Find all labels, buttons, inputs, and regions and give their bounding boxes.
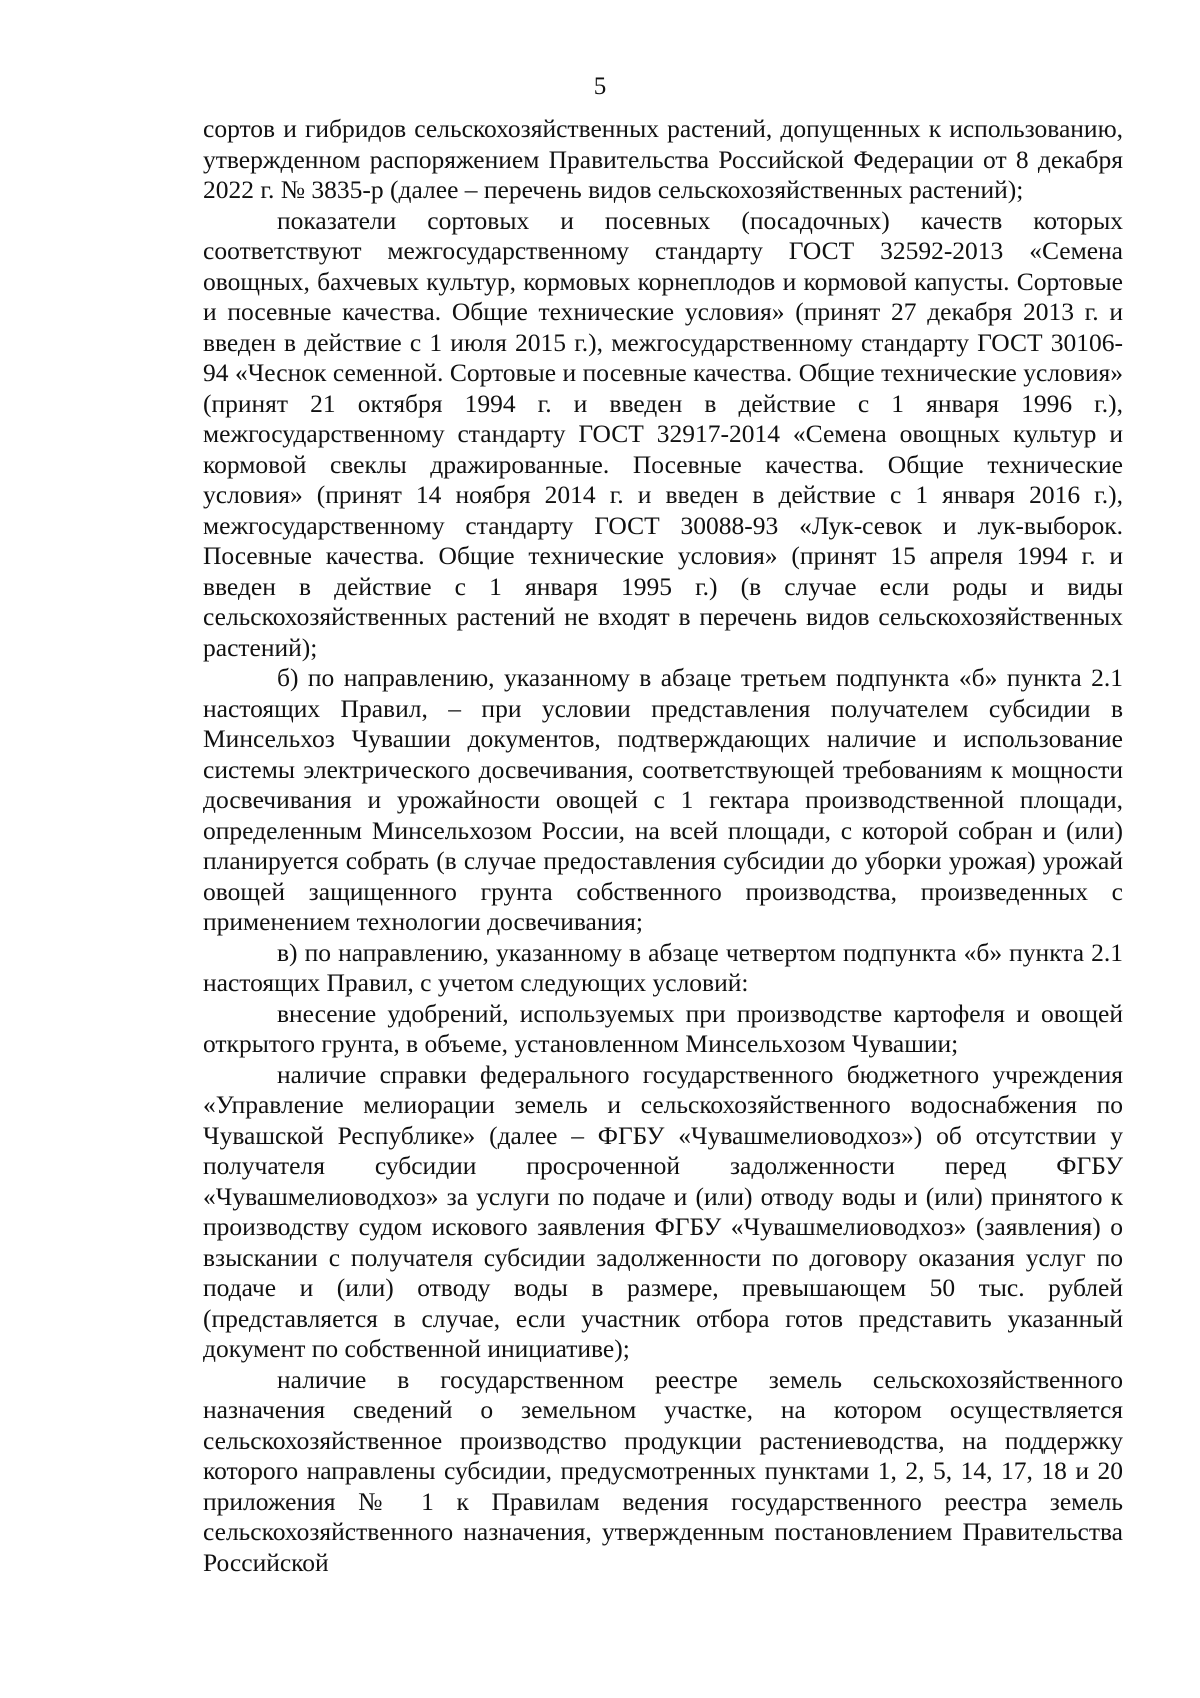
paragraph-continuation: сортов и гибридов сельскохозяйственных растений, допущенных к использованию, утвержденном распоряжением Правительства Российской Федерации от 8 декабря 2022 г. № 3835-р (далее – перечень видов сельскохозяйственных растений); bbox=[203, 114, 1123, 204]
paragraph-item-v: в) по направлению, указанному в абзаце четвертом подпункта «б» пункта 2.1 настоящих Правил, с учетом следующих условий: bbox=[203, 937, 1123, 997]
paragraph-item-b: б) по направлению, указанному в абзаце третьем подпункта «б» пункта 2.1 настоящих Правил, – при условии представления получателем субсидии в Минсельхоз Чувашии документов, подтверждающих наличие и использование системы электрического досвечивания, соответствующей требованиям к мощности досвечивания и урожайности овощей с 1 гектара производственной площади, определенным Минсельхозом России, на всей площади, с которой собран и (или) планируется собрать (в случае предоставления субсидии до уборки урожая) урожай овощей защищенного грунта собственного производства, произведенных с применением технологии досвечивания; bbox=[203, 663, 1123, 936]
paragraph-land-registry: наличие в государственном реестре земель сельскохозяйственного назначения сведений о земельном участке, на котором осуществляется сельскохозяйственное производство продукции растениеводства, на поддержку которого направлены субсидии, предусмотренных пунктами 1, 2, 5, 14, 17, 18 и 20 приложения № 1 к Правилам ведения государственного реестра земель сельскохозяйственного назначения, утвержденным постановлением Правительства Российской bbox=[203, 1364, 1123, 1577]
page-number: 5 bbox=[593, 73, 607, 100]
document-body bbox=[203, 114, 1123, 1578]
paragraph-quality-standards: показатели сортовых и посевных (посадочных) качеств которых соответствуют межгосударственному стандарту ГОСТ 32592-2013 «Семена овощных, бахчевых культур, кормовых корнеплодов и кормовой капусты. Сортовые и посевные качества. Общие технические условия» (принят 27 декабря 2013 г. и введен в действие с 1 июля 2015 г.), межгосударственному стандарту ГОСТ 30106-94 «Чеснок семенной. Сортовые и посевные качества. Общие технические условия» (принят 21 октября 1994 г. и введен в действие с 1 января 1996 г.), межгосударственному стандарту ГОСТ 32917-2014 «Семена овощных культур и кормовой свеклы дражированные. Посевные качества. Общие технические условия» (принят 14 ноября 2014 г. и введен в действие с 1 января 2016 г.), межгосударственному стандарту ГОСТ 30088-93 «Лук-севок и лук-выборок. Посевные качества. Общие технические условия» (принят 15 апреля 1994 г. и введен в действие с 1 января 1995 г.) (в случае если роды и виды сельскохозяйственных растений не входят в перечень видов сельскохозяйственных растений); bbox=[203, 205, 1123, 662]
paragraph-fertilizers: внесение удобрений, используемых при производстве картофеля и овощей открытого грунта, в объеме, установленном Минсельхозом Чувашии; bbox=[203, 998, 1123, 1058]
paragraph-certificate: наличие справки федерального государственного бюджетного учреждения «Управление мелиорации земель и сельскохозяйственного водоснабжения по Чувашской Республике» (далее – ФГБУ «Чувашмелиоводхоз») об отсутствии у получателя субсидии просроченной задолженности перед ФГБУ «Чувашмелиоводхоз» за услуги по подаче и (или) отводу воды и (или) принятого к производству судом искового заявления ФГБУ «Чувашмелиоводхоз» (заявления) о взыскании с получателя субсидии задолженности по договору оказания услуг по подаче и (или) отводу воды в размере, превышающем 50 тыс. рублей (представляется в случае, если участник отбора готов представить указанный документ по собственной инициативе); bbox=[203, 1059, 1123, 1363]
